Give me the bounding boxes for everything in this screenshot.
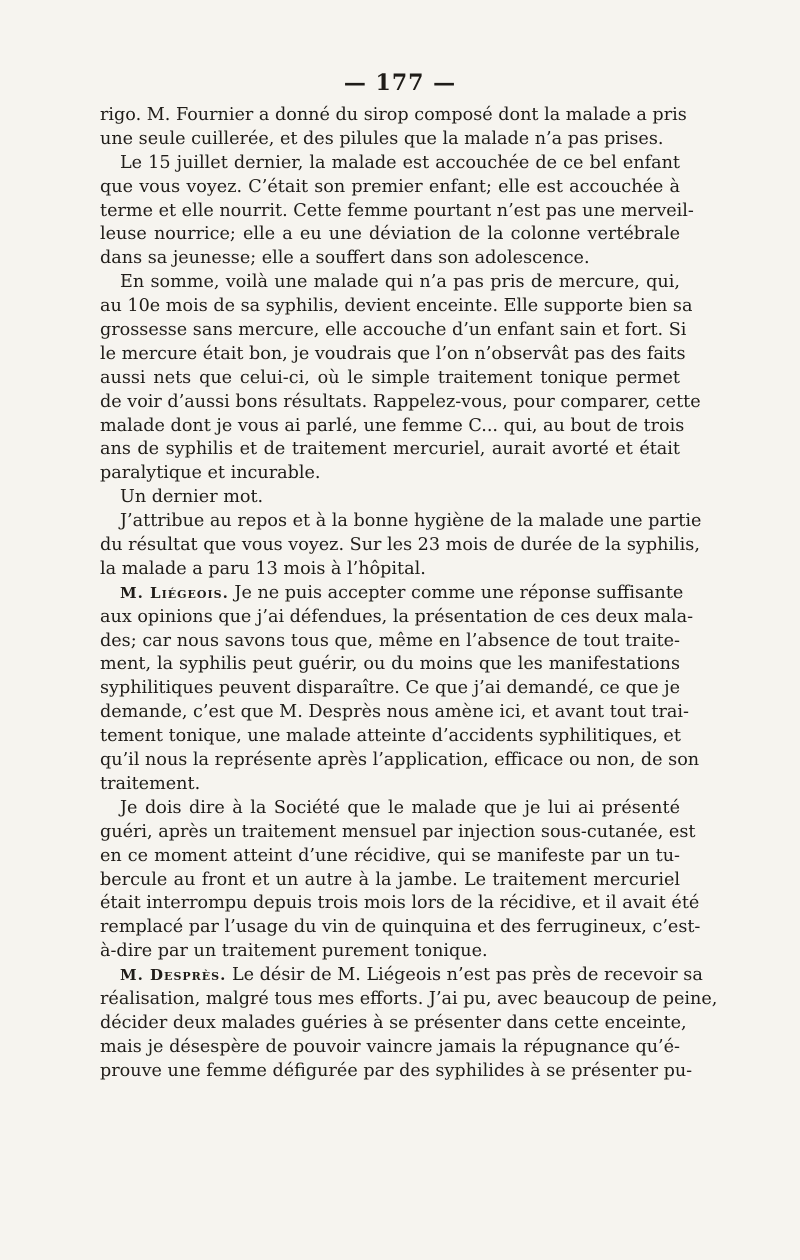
line-text: aux opinions que j’ai défendues, la présentation de ces deux mala- [100,606,694,627]
text-line [100,558,680,582]
text-line [100,128,680,152]
line-text: ment, la syphilis peut guérir, ou du moins que les manifestations [100,654,680,675]
line-text: traitement. [100,773,201,794]
text-line [100,1060,693,1084]
line-text: ans de syphilis et de traitement mercuriel, aurait avorté et était [100,439,680,460]
text-line [100,940,680,964]
line-text: Je dois dire à la Société que le malade que je lui ai présenté [120,797,680,818]
text-line [100,701,689,725]
line-text: réalisation, malgré tous mes efforts. J’ai pu, avec beaucoup de peine, [100,988,718,1009]
text-line [100,510,702,534]
text-line [100,391,701,415]
line-text: la malade a paru 13 mois à l’hôpital. [100,558,426,579]
text-line [100,988,718,1012]
text-line [100,486,680,510]
text-line [100,653,680,677]
text-line [100,869,680,893]
line-text: à-dire par un traitement purement tonique. [100,941,488,962]
line-text: Je ne puis accepter comme une réponse suffisante [228,582,684,603]
text-line [100,773,680,797]
line-text: des; car nous savons tous que, même en l’absence de tout traite- [100,630,680,651]
line-text: décider deux malades guéries à se présenter dans cette enceinte, [100,1012,687,1033]
text-line [100,343,686,367]
line-text: du résultat que vous voyez. Sur les 23 mois de durée de la syphilis, [100,535,700,556]
line-text: Le 15 juillet dernier, la malade est accouchée de ce bel enfant [120,152,680,173]
text-line [100,797,680,821]
text-line [100,104,687,128]
line-text: terme et elle nourrit. Cette femme pourtant n’est pas une merveil- [100,200,694,221]
text-line [100,295,693,319]
speaker-name: M. Desprès. [120,966,227,985]
text-line [100,438,680,462]
line-text: syphilitiques peuvent disparaître. Ce que j’ai demandé, ce que je [100,678,680,699]
line-text: paralytique et incurable. [100,463,321,484]
line-text: aussi nets que celui-ci, où le simple traitement tonique permet [100,367,680,388]
text-line [100,1036,680,1060]
line-text: malade dont je vous ai parlé, une femme C... qui, au bout de trois [100,415,685,436]
line-text: que vous voyez. C’était son premier enfant; elle est accouchée à [100,176,680,197]
line-text: une seule cuillerée, et des pilules que la malade n’a pas prises. [100,128,664,149]
text-line [100,1012,687,1036]
line-text: Le désir de M. Liégeois n’est pas près de recevoir sa [226,965,703,986]
text-line [100,176,680,200]
text-line [100,247,680,271]
text-line [100,534,700,558]
text-line [100,630,680,654]
line-text: rigo. M. Fournier a donné du sirop composé dont la malade a pris [100,105,687,125]
page-number: — 177 — [343,70,457,96]
line-text: bercule au front et un autre à la jambe. Le traitement mercuriel [100,869,680,890]
text-line [100,749,700,773]
line-text: qu’il nous la représente après l’application, efficace ou non, de son [100,750,700,771]
text-line [100,462,680,486]
line-text: En somme, voilà une malade qui n’a pas pris de mercure, qui, [120,272,680,293]
line-text: demande, c’est que M. Desprès nous amène ici, et avant tout trai- [100,702,689,723]
line-text: remplacé par l’usage du vin de quinquina et des ferrugineux, c’est- [100,917,701,938]
text-line [100,200,694,224]
line-text: Un dernier mot. [120,487,264,508]
text-line [100,725,680,749]
line-text: mais je désespère de pouvoir vaincre jamais la répugnance qu’é- [100,1036,680,1057]
line-text: le mercure était bon, je voudrais que l’on n’observât pas des faits [100,343,686,364]
text-line [100,606,694,630]
line-text: J’attribue au repos et à la bonne hygiène de la malade une partie [120,511,702,532]
text-line [100,152,680,176]
text-line [100,677,680,701]
text-line [100,271,680,295]
line-text: dans sa jeunesse; elle a souffert dans son adolescence. [100,248,590,269]
line-text: grossesse sans mercure, elle accouche d’un enfant sain et fort. Si [100,320,687,341]
line-text: de voir d’aussi bons résultats. Rappelez-vous, pour comparer, cette [100,391,701,412]
text-line [100,415,685,439]
text-line [100,916,701,940]
line-text: prouve une femme défigurée par des syphilides à se présenter pu- [100,1060,693,1081]
line-text: tement tonique, une malade atteinte d’accidents syphilitiques, et [100,726,681,747]
text-line [100,319,687,343]
line-text: guéri, après un traitement mensuel par injection sous-cutanée, est [100,821,696,842]
text-line [100,367,680,391]
text-line [100,821,696,845]
line-text: en ce moment atteint d’une récidive, qui se manifeste par un tu- [100,845,680,866]
line-text: leuse nourrice; elle a eu une déviation de la colonne vertébrale [100,224,680,245]
line-text: au 10e mois de sa syphilis, devient enceinte. Elle supporte bien sa [100,296,693,317]
speaker-name: M. Liégeois. [120,583,229,602]
text-line [100,892,700,916]
body-text [100,104,718,1084]
text-line [100,845,680,869]
text-line [100,964,703,988]
text-line [100,582,684,606]
text-line [100,223,680,247]
line-text: était interrompu depuis trois mois lors de la récidive, et il avait été [100,893,700,914]
